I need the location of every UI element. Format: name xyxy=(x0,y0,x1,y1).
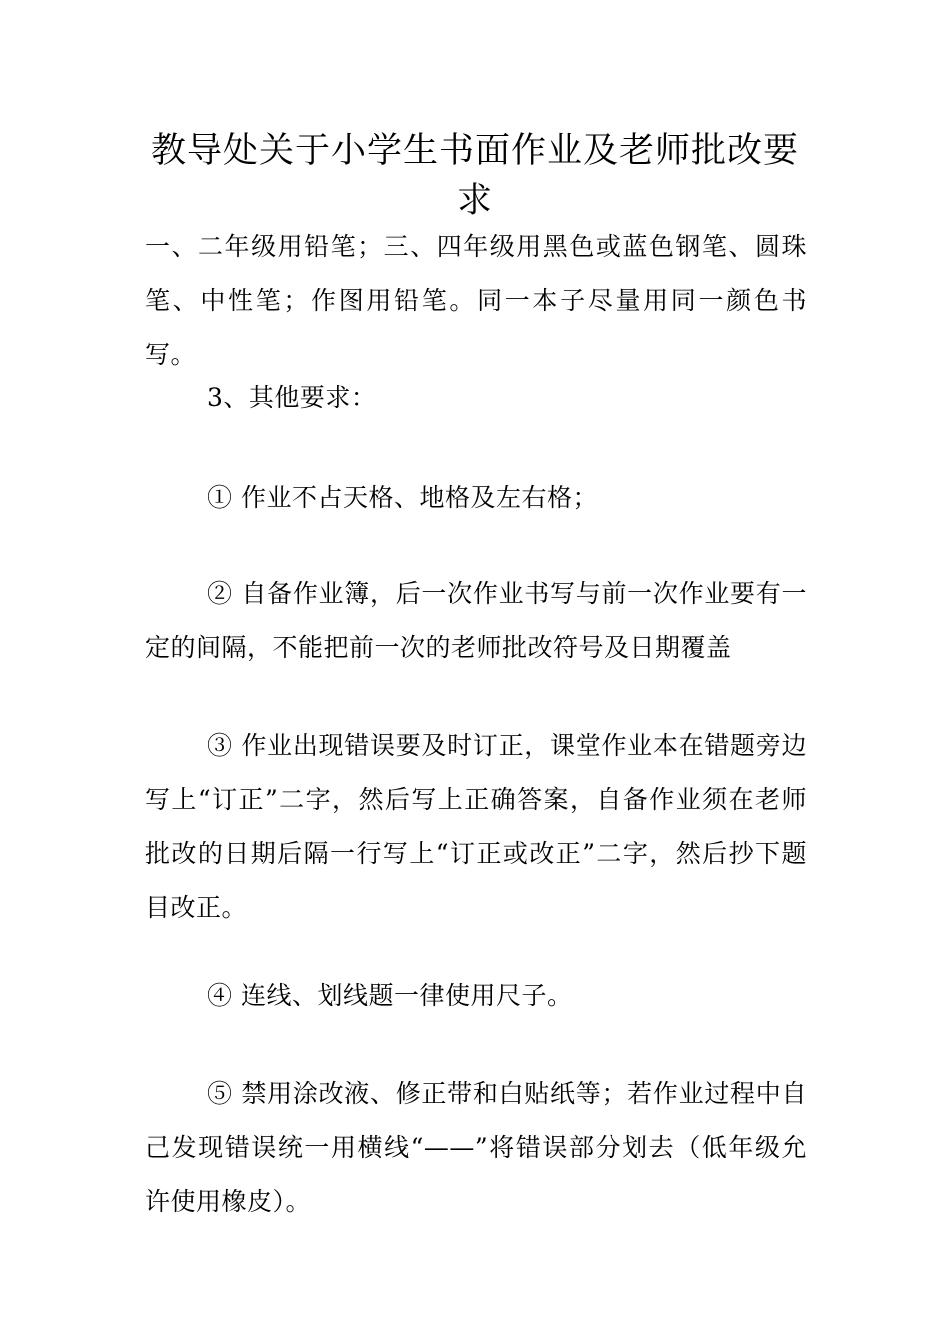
paragraph-pen-requirements: 一、二年级用铅笔；三、四年级用黑色或蓝色钢笔、圆珠笔、中性笔；作图用铅笔。同一本子尽量用同一颜色书写。 xyxy=(145,232,807,369)
paragraph-item-5: ⑤ 禁用涂改液、修正带和白贴纸等；若作业过程中自己发现错误统一用横线“——”将错误部分划去（低年级允许使用橡皮）。 xyxy=(145,1079,807,1216)
paragraph-item-2: ② 自备作业簿，后一次作业书写与前一次作业要有一定的间隔，不能把前一次的老师批改符号及日期覆盖 xyxy=(145,579,807,662)
paragraph-item-3: ③ 作业出现错误要及时订正，课堂作业本在错题旁边写上“订正”二字，然后写上正确答案，自备作业须在老师批改的日期后隔一行写上“订正或改正”二字，然后抄下题目改正。 xyxy=(145,731,807,922)
paragraph-item-1: ① 作业不占天格、地格及左右格； xyxy=(207,483,598,512)
document-title: 教导处关于小学生书面作业及老师批改要求 xyxy=(150,131,799,221)
paragraph-other-requirements-heading: 3、其他要求： xyxy=(207,383,377,412)
paragraph-item-4: ④ 连线、划线题一律使用尺子。 xyxy=(207,981,573,1010)
